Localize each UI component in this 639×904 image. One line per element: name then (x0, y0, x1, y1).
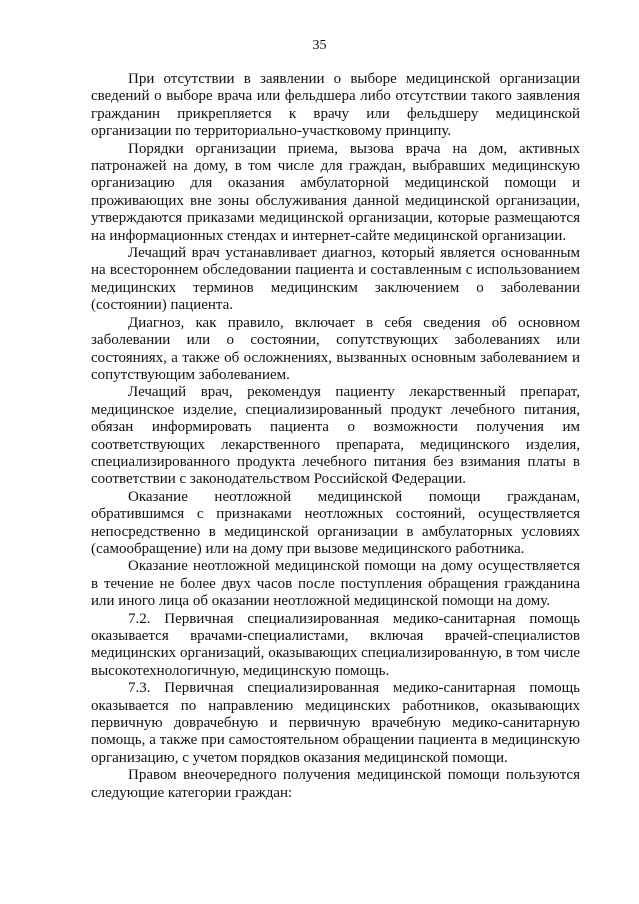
paragraph: Порядки организации приема, вызова врача на дом, активных патронажей на дому, в том числе для граждан, выбравших медицинскую организацию для оказания амбулаторной медицинской помощи и проживающих вне зоны обслуживания данной медицинской организации, утверждаются приказами медицинской организации, которые размещаются на информационных стендах и интернет-сайте медицинской организации. (91, 140, 580, 244)
paragraph: Лечащий врач, рекомендуя пациенту лекарственный препарат, медицинское изделие, специализированный продукт лечебного питания, обязан информировать пациента о возможности получения им соответствующих лекарственного препарата, медицинского изделия, специализированного продукта лечебного питания без взимания платы в соответствии с законодательством Российской Федерации. (91, 384, 580, 488)
paragraph: Правом внеочередного получения медицинской помощи пользуются следующие категории граждан: (91, 767, 580, 801)
paragraph: Оказание неотложной медицинской помощи на дому осуществляется в течение не более двух часов после поступления обращения гражданина или иного лица об оказании неотложной медицинской помощи на дому. (91, 558, 580, 610)
paragraph: Лечащий врач устанавливает диагноз, который является основанным на всестороннем обследовании пациента и составленным с использованием медицинских терминов медицинским заключением о заболевании (состоянии) пациента. (91, 245, 580, 314)
paragraph: Оказание неотложной медицинской помощи гражданам, обратившимся с признаками неотложных состояний, осуществляется непосредственно в медицинской организации в амбулаторных условиях (самообращение) или на дому при вызове медицинского работника. (91, 488, 580, 557)
document-body (91, 71, 580, 802)
paragraph-section-7-3: 7.3. Первичная специализированная медико-санитарная помощь оказывается по направлению медицинских работников, оказывающих первичную доврачебную и первичную врачебную медико-санитарную помощь, а также при самостоятельном обращении пациента в медицинскую организацию, с учетом порядков оказания медицинской помощи. (91, 680, 580, 766)
paragraph-section-7-2: 7.2. Первичная специализированная медико-санитарная помощь оказывается врачами-специалистами, включая врачей-специалистов медицинских организаций, оказывающих специализированную, в том числе высокотехнологичную, медицинскую помощь. (91, 610, 580, 679)
page-number: 35 (312, 38, 327, 53)
paragraph: Диагноз, как правило, включает в себя сведения об основном заболевании или о состоянии, сопутствующих заболеваниях или состояниях, а также об осложнениях, вызванных основным заболеванием и сопутствующим заболеванием. (91, 314, 580, 383)
paragraph: При отсутствии в заявлении о выборе медицинской организации сведений о выборе врача или фельдшера либо отсутствии такого заявления гражданин прикрепляется к врачу или фельдшеру медицинской организации по территориально-участковому принципу. (91, 71, 580, 140)
